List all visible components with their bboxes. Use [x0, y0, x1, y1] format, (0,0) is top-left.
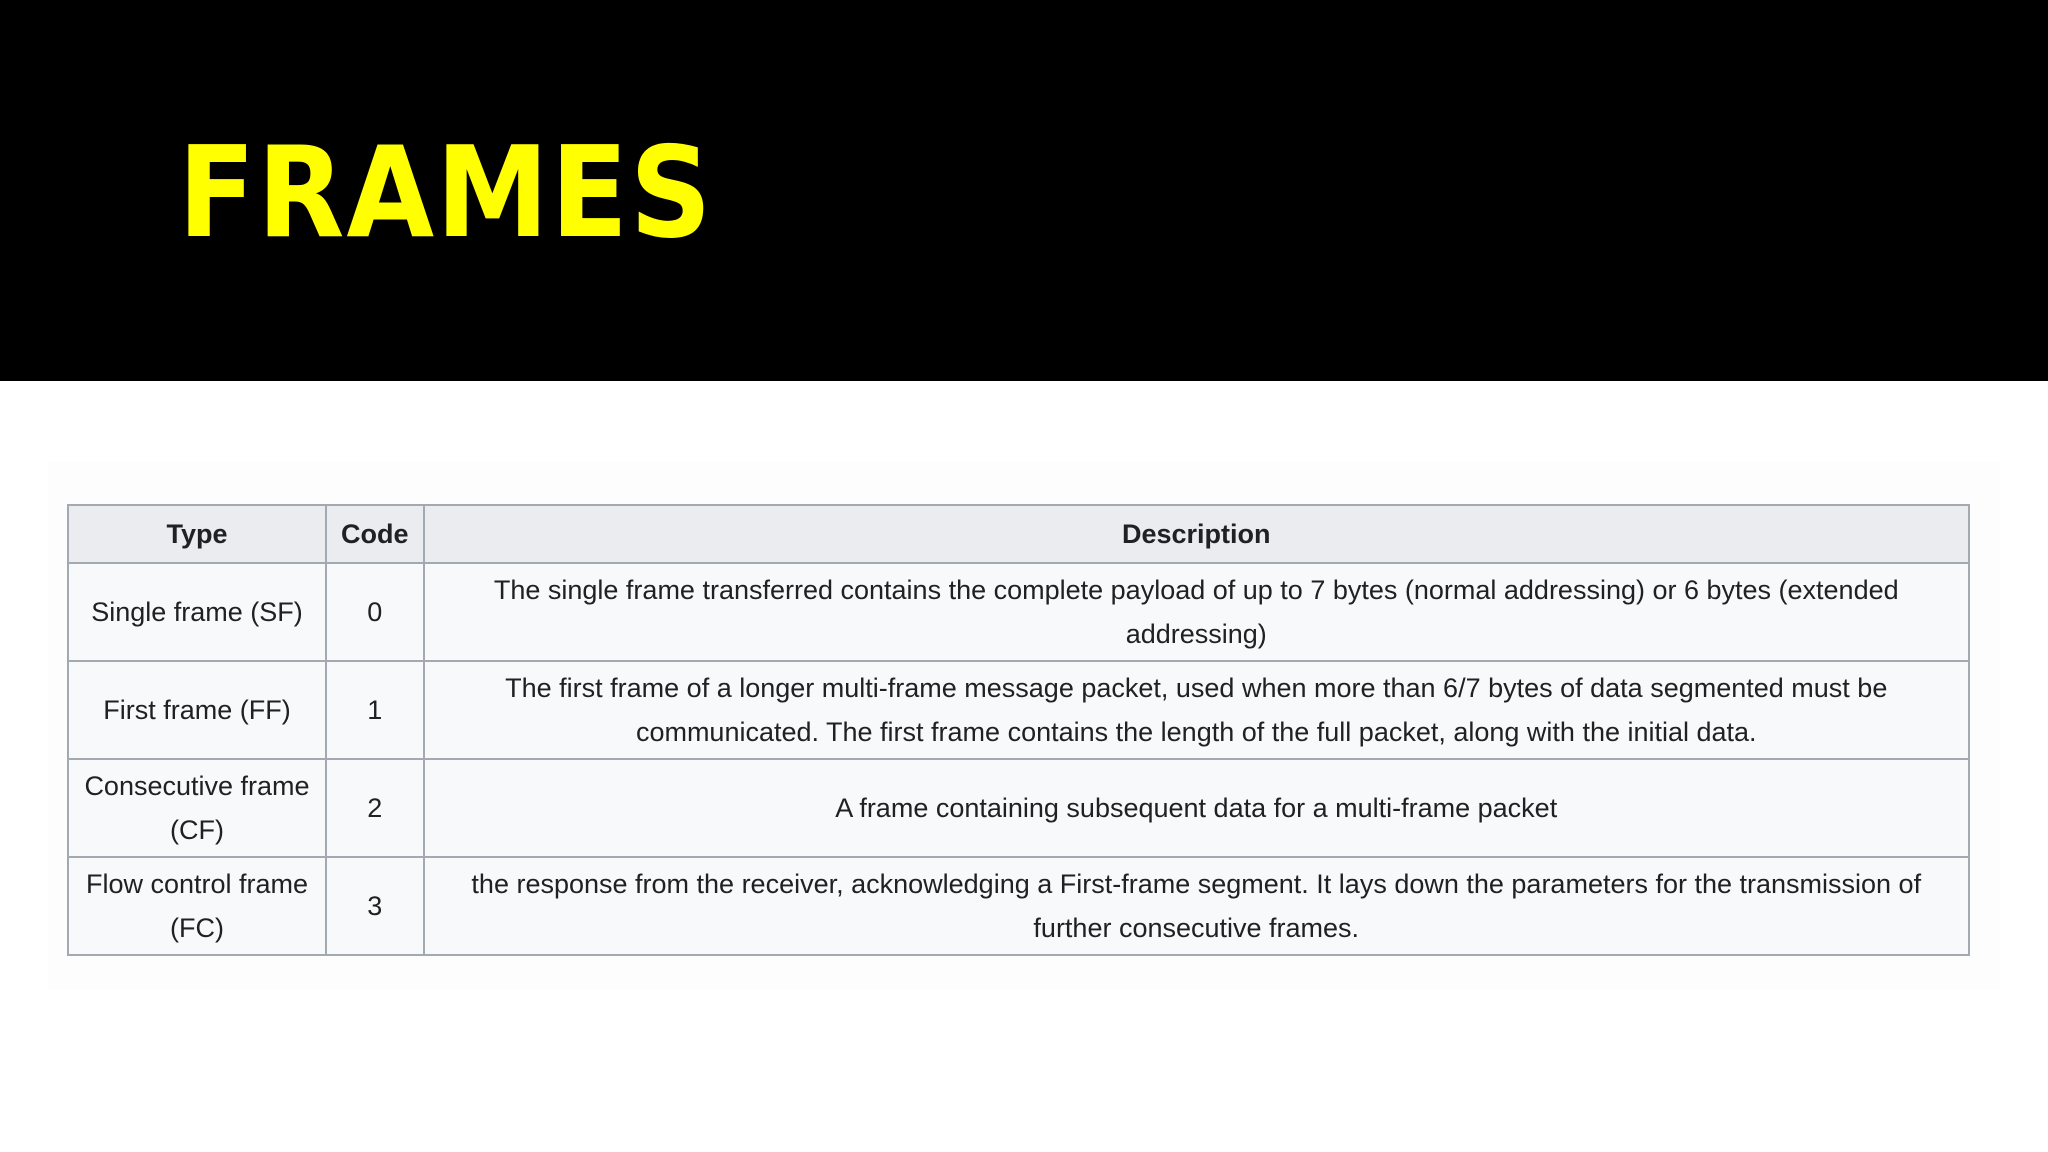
table-row — [68, 563, 1969, 661]
cell-type: First frame (FF) — [68, 661, 326, 759]
cell-code: 3 — [326, 857, 424, 955]
table-row — [68, 661, 1969, 759]
frames-table — [67, 504, 1970, 956]
cell-description: The first frame of a longer multi-frame message packet, used when more than 6/7 bytes of data segmented must be communicated. The first frame contains the length of the full packet, along with the initial data. — [424, 661, 1970, 759]
slide-header-band — [0, 0, 2048, 381]
cell-type: Flow control frame (FC) — [68, 857, 326, 955]
cell-type: Single frame (SF) — [68, 563, 326, 661]
cell-type: Consecutive frame (CF) — [68, 759, 326, 857]
slide-title: FRAMES — [178, 119, 714, 266]
cell-code: 2 — [326, 759, 424, 857]
column-header-type: Type — [68, 505, 326, 563]
table-header-row — [68, 505, 1969, 563]
table-row — [68, 857, 1969, 955]
cell-code: 1 — [326, 661, 424, 759]
cell-description: A frame containing subsequent data for a multi-frame packet — [424, 759, 1970, 857]
cell-description: The single frame transferred contains the complete payload of up to 7 bytes (normal addressing) or 6 bytes (extended addressing) — [424, 563, 1970, 661]
cell-description: the response from the receiver, acknowledging a First-frame segment. It lays down the parameters for the transmission of further consecutive frames. — [424, 857, 1970, 955]
column-header-code: Code — [326, 505, 424, 563]
cell-code: 0 — [326, 563, 424, 661]
column-header-description: Description — [424, 505, 1970, 563]
table-row — [68, 759, 1969, 857]
